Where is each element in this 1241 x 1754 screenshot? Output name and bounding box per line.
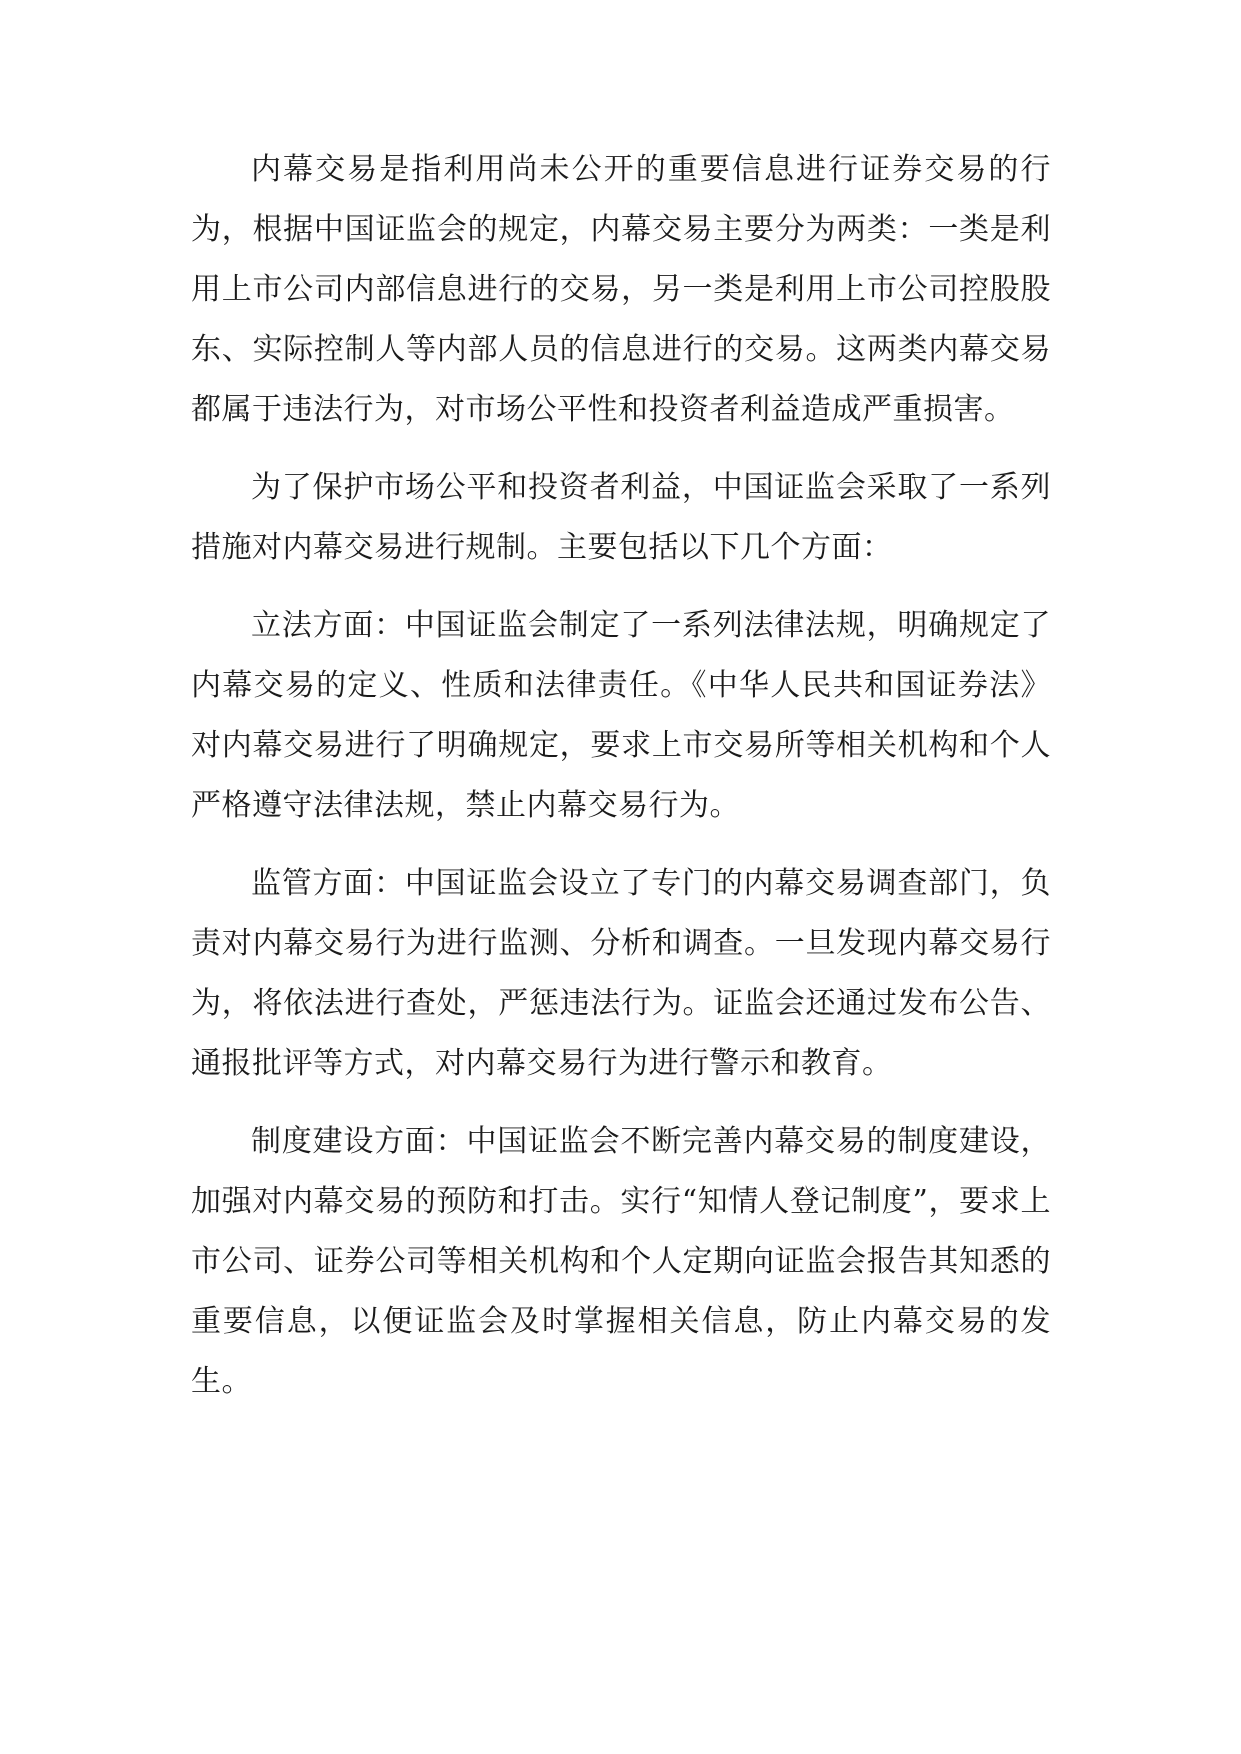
paragraph-insider-trading-definition: 内幕交易是指利用尚未公开的重要信息进行证券交易的行为，根据中国证监会的规定，内幕交易主要分为两类：一类是利用上市公司内部信息进行的交易，另一类是利用上市公司控股股东、实际控制人等内部人员的信息进行的交易。这两类内幕交易都属于违法行为，对市场公平性和投资者利益造成严重损害。 bbox=[191, 152, 1051, 427]
document-body bbox=[191, 140, 1051, 1430]
paragraph-system-building: 制度建设方面：中国证监会不断完善内幕交易的制度建设，加强对内幕交易的预防和打击。实行“知情人登记制度”，要求上市公司、证券公司等相关机构和个人定期向证监会报告其知悉的重要信息，以便证监会及时掌握相关信息，防止内幕交易的发生。 bbox=[191, 1124, 1051, 1399]
paragraph-regulation-intro: 为了保护市场公平和投资者利益，中国证监会采取了一系列措施对内幕交易进行规制。主要包括以下几个方面： bbox=[191, 470, 1051, 565]
paragraph-legislation: 立法方面：中国证监会制定了一系列法律法规，明确规定了内幕交易的定义、性质和法律责任。《中华人民共和国证券法》对内幕交易进行了明确规定，要求上市交易所等相关机构和个人严格遵守法律法规，禁止内幕交易行为。 bbox=[191, 608, 1051, 823]
paragraph-supervision: 监管方面：中国证监会设立了专门的内幕交易调查部门，负责对内幕交易行为进行监测、分析和调查。一旦发现内幕交易行为，将依法进行查处，严惩违法行为。证监会还通过发布公告、通报批评等方式，对内幕交易行为进行警示和教育。 bbox=[191, 866, 1051, 1081]
